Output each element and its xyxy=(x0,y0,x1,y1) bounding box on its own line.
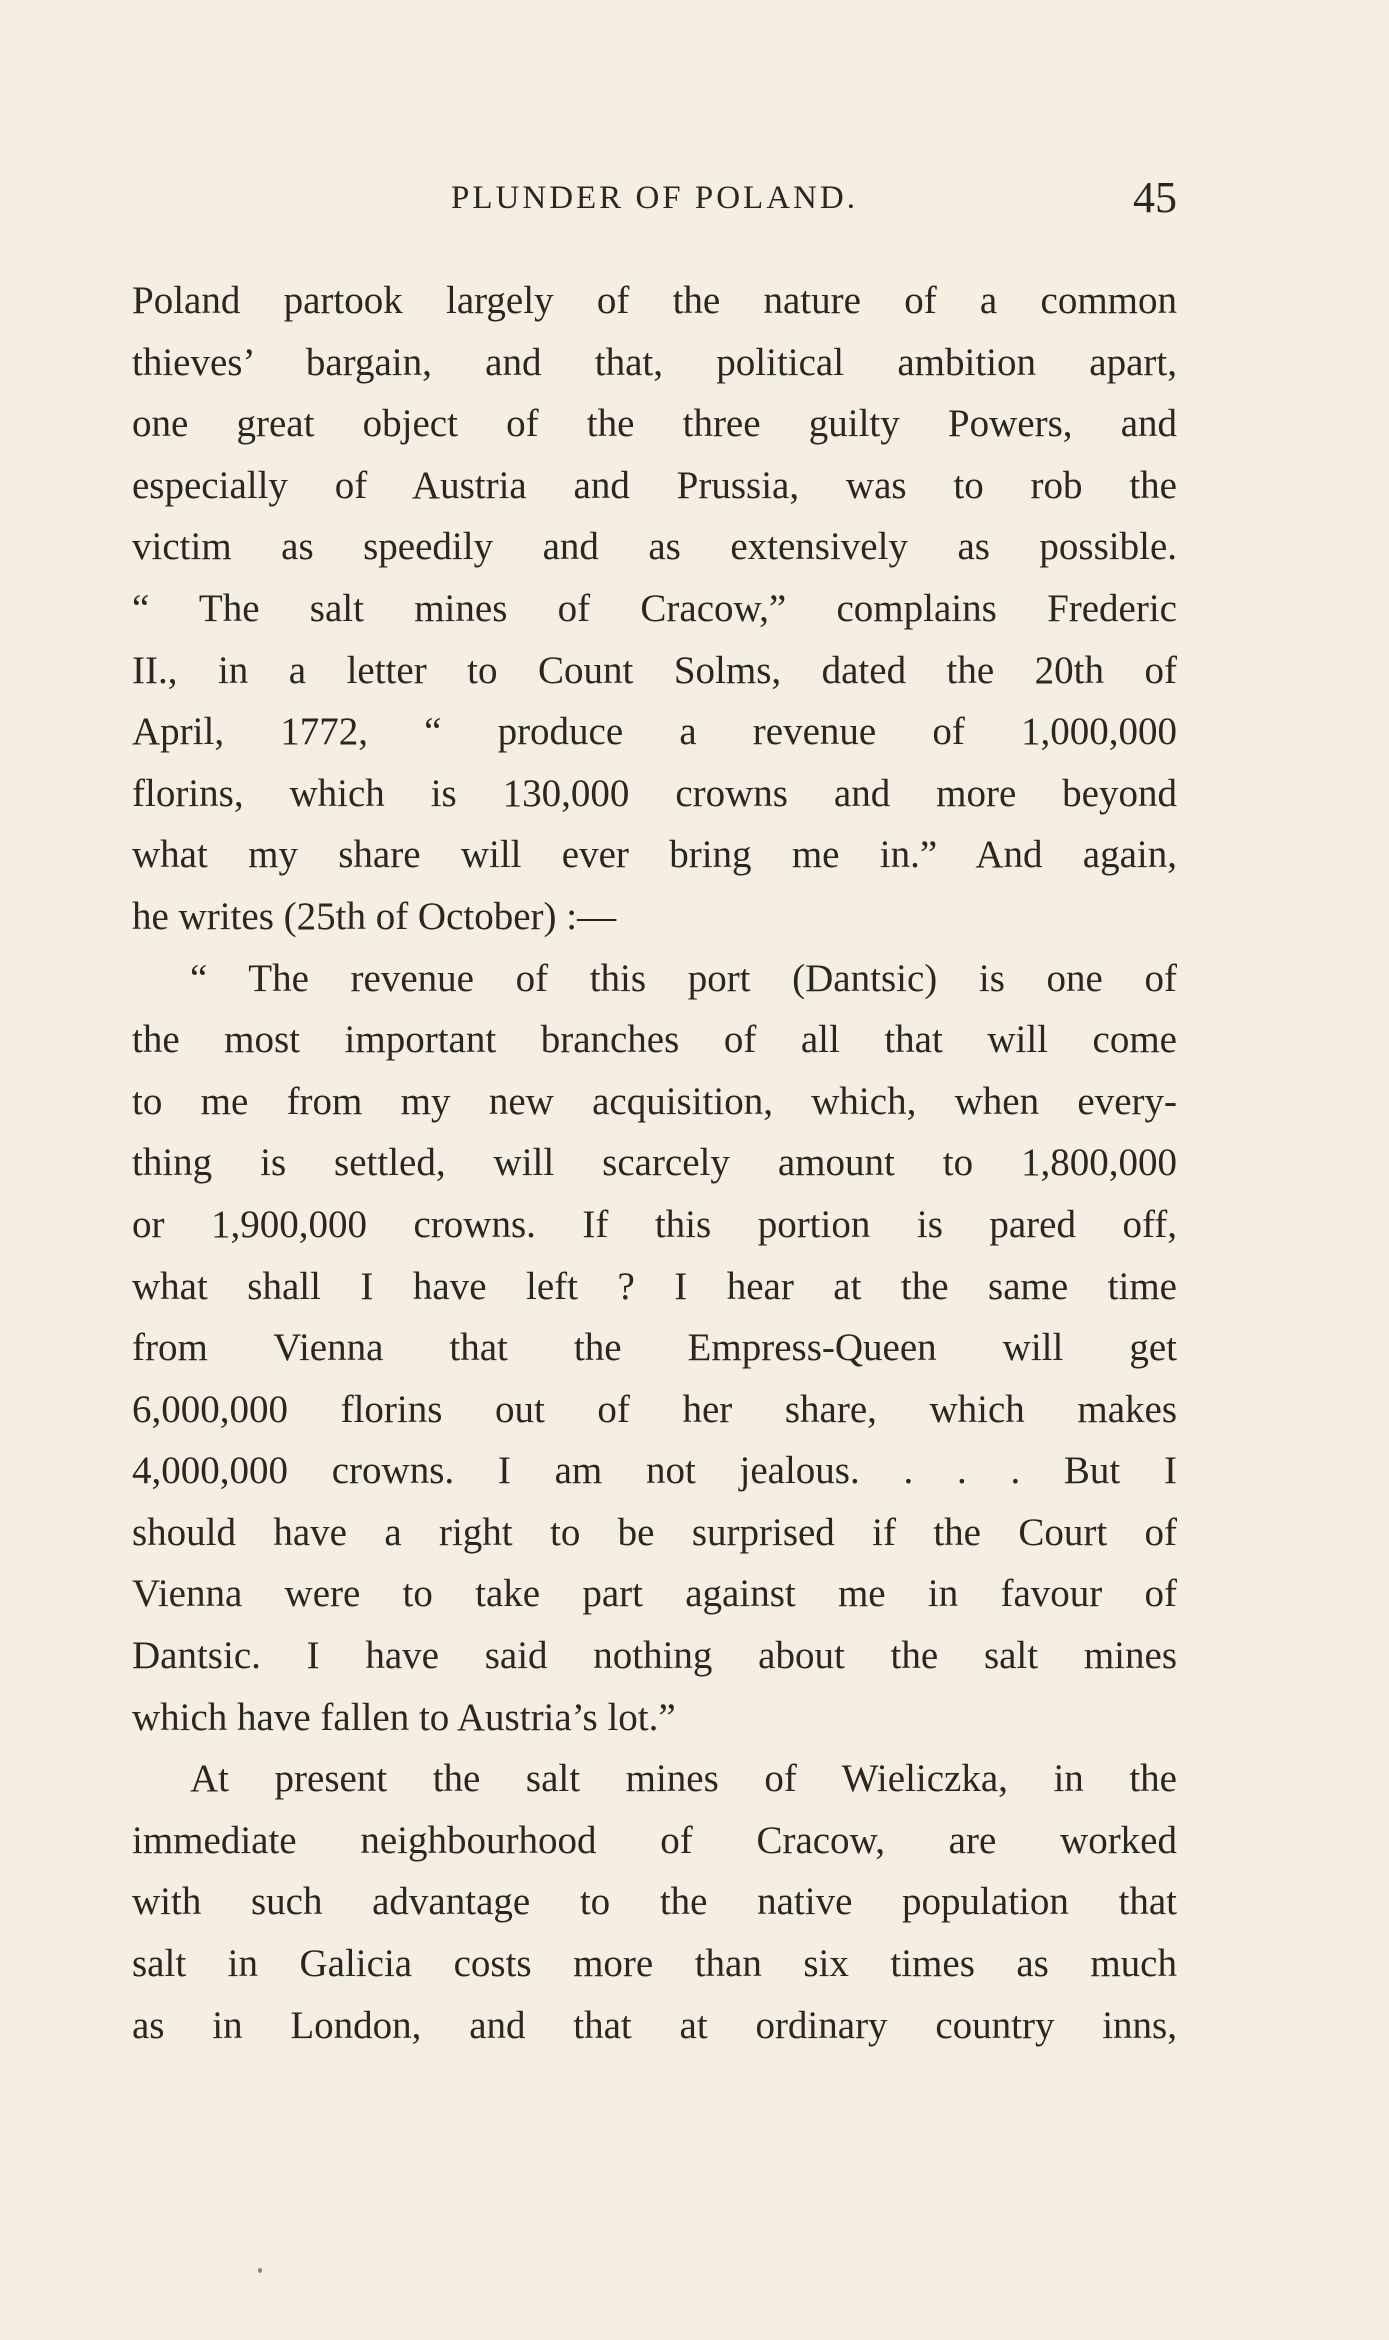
text-line: thing is settled, will scarcely amount to 1,800,000 xyxy=(132,1141,1177,1185)
text-line: should have a right to be surprised if the Court of xyxy=(132,1510,1177,1554)
text-line: florins, which is 130,000 crowns and more beyond xyxy=(132,771,1177,815)
text-line: which have fallen to Austria’s lot.” xyxy=(132,1695,676,1739)
text-line: April, 1772, “ produce a revenue of 1,000,000 xyxy=(132,710,1177,754)
text-line: as in London, and that at ordinary country inns, xyxy=(132,2003,1177,2047)
text-line: thieves’ bargain, and that, political ambition apart, xyxy=(132,340,1177,384)
text-line: 6,000,000 florins out of her share, which makes xyxy=(132,1387,1177,1431)
page-number: 45 xyxy=(1133,173,1177,222)
text-line: from Vienna that the Empress-Queen will get xyxy=(132,1326,1177,1370)
text-line: Vienna were to take part against me in favour of xyxy=(132,1572,1177,1616)
running-head xyxy=(132,172,1177,232)
text-line: “ The revenue of this port (Dantsic) is one of xyxy=(190,956,1177,1000)
text-line: salt in Galicia costs more than six times as much xyxy=(132,1942,1177,1986)
text-line: Dantsic. I have said nothing about the salt mines xyxy=(132,1634,1177,1678)
text-line: the most important branches of all that will come xyxy=(132,1018,1177,1062)
running-title: PLUNDER OF POLAND. xyxy=(451,180,858,216)
text-line: II., in a letter to Count Solms, dated the 20th of xyxy=(132,648,1177,692)
text-line: Poland partook largely of the nature of a common xyxy=(132,279,1177,322)
text-line: immediate neighbourhood of Cracow, are worked xyxy=(132,1818,1177,1862)
text-line: one great object of the three guilty Powers, and xyxy=(132,402,1177,446)
text-line: especially of Austria and Prussia, was to rob the xyxy=(132,463,1177,507)
text-line: At present the salt mines of Wieliczka, in the xyxy=(190,1757,1177,1801)
text-line: or 1,900,000 crowns. If this portion is pared off, xyxy=(132,1202,1177,1246)
text-line: he writes (25th of October) :— xyxy=(132,894,617,938)
text-line: victim as speedily and as extensively as possible. xyxy=(132,525,1177,569)
text-line: with such advantage to the native population that xyxy=(132,1880,1177,1924)
text-line: 4,000,000 crowns. I am not jealous. . . . But I xyxy=(132,1449,1177,1493)
text-line: what my share will ever bring me in.” And again, xyxy=(132,833,1177,877)
body-text xyxy=(132,270,1177,2056)
text-line: what shall I have left ? I hear at the same time xyxy=(132,1264,1177,1308)
paper-speck xyxy=(258,2268,262,2273)
text-line: to me from my new acquisition, which, when every- xyxy=(132,1079,1177,1123)
text-line: “ The salt mines of Cracow,” complains Frederic xyxy=(132,586,1177,630)
